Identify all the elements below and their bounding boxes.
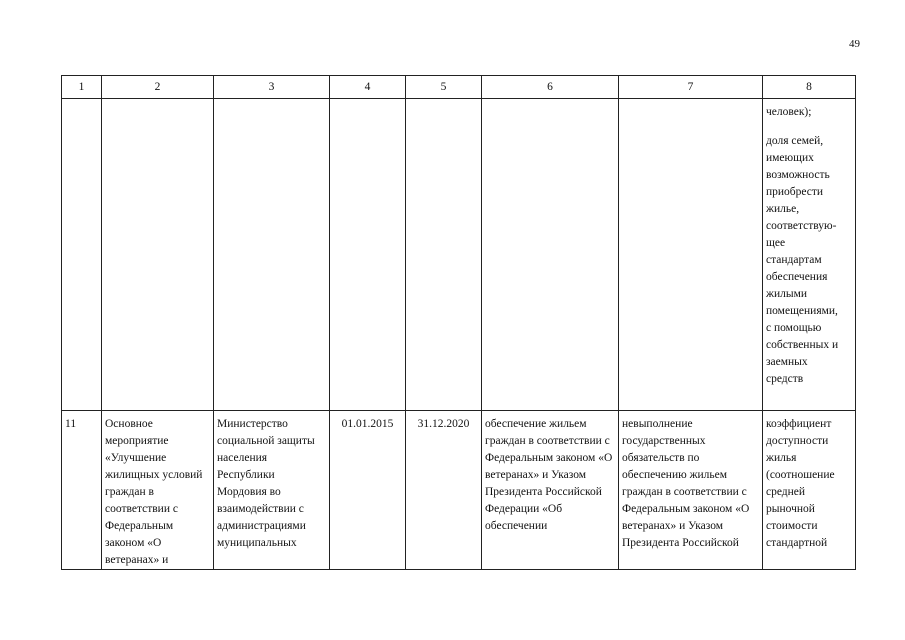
column-number-8: 8 [763,76,856,99]
indicator-line: жилыми [766,288,807,300]
column-number-2: 2 [102,76,214,99]
column-number-4: 4 [330,76,406,99]
indicator-line: обеспечения [766,271,828,283]
table-cell [619,99,763,411]
table-cell [62,99,102,411]
indicator-continuation-text: человек); [766,106,812,118]
column-number-7: 7 [619,76,763,99]
indicator-line: соответствую- [766,220,837,232]
table-cell [406,99,482,411]
table-row [62,99,856,411]
table-cell [330,99,406,411]
indicator-line: приобрести [766,186,824,198]
indicator-line: имеющих [766,152,814,164]
column-number-1: 1 [62,76,102,99]
expected-result-cell: обеспечение жильем граждан в соответствии с Федеральным законом «О ветеранах» и Указом Президента Российской Федерации «Об обеспечении [482,411,619,570]
column-number-5: 5 [406,76,482,99]
table-cell [214,99,330,411]
column-number-row [62,76,856,99]
row-number-cell: 11 [62,411,102,570]
indicator-line: жилье, [766,203,800,215]
indicator-line: собственных и [766,339,839,351]
indicator-cell [763,99,856,411]
table-cell [482,99,619,411]
page-number: 49 [849,38,860,50]
end-date-cell: 31.12.2020 [406,411,482,570]
indicator-line: помещениями, [766,305,838,317]
column-number-6: 6 [482,76,619,99]
indicator-line: заемных [766,356,808,368]
table-row [62,411,856,570]
indicator-line: стандартам [766,254,822,266]
program-table [61,75,856,570]
table-cell [102,99,214,411]
indicator-line: возможность [766,169,830,181]
executor-cell: Министерство социальной защиты населения Республики Мордовия во взаимодействии с администрациями муниципальных [214,411,330,570]
consequences-cell: невыполнение государственных обязательств по обеспечению жильем граждан в соответствии с Федеральным законом «О ветеранах» и Указом Президента Российской [619,411,763,570]
indicator-cell: коэффициент доступности жилья (соотношение средней рыночной стоимости стандартной [763,411,856,570]
indicator-line: с помощью [766,322,822,334]
activity-cell: Основное мероприятие «Улучшение жилищных условий граждан в соответствии с Федеральным законом «О ветеранах» и [102,411,214,570]
start-date-cell: 01.01.2015 [330,411,406,570]
indicator-line: щее [766,237,786,249]
indicator-line: средств [766,373,804,385]
column-number-3: 3 [214,76,330,99]
indicator-line: доля семей, [766,135,824,147]
